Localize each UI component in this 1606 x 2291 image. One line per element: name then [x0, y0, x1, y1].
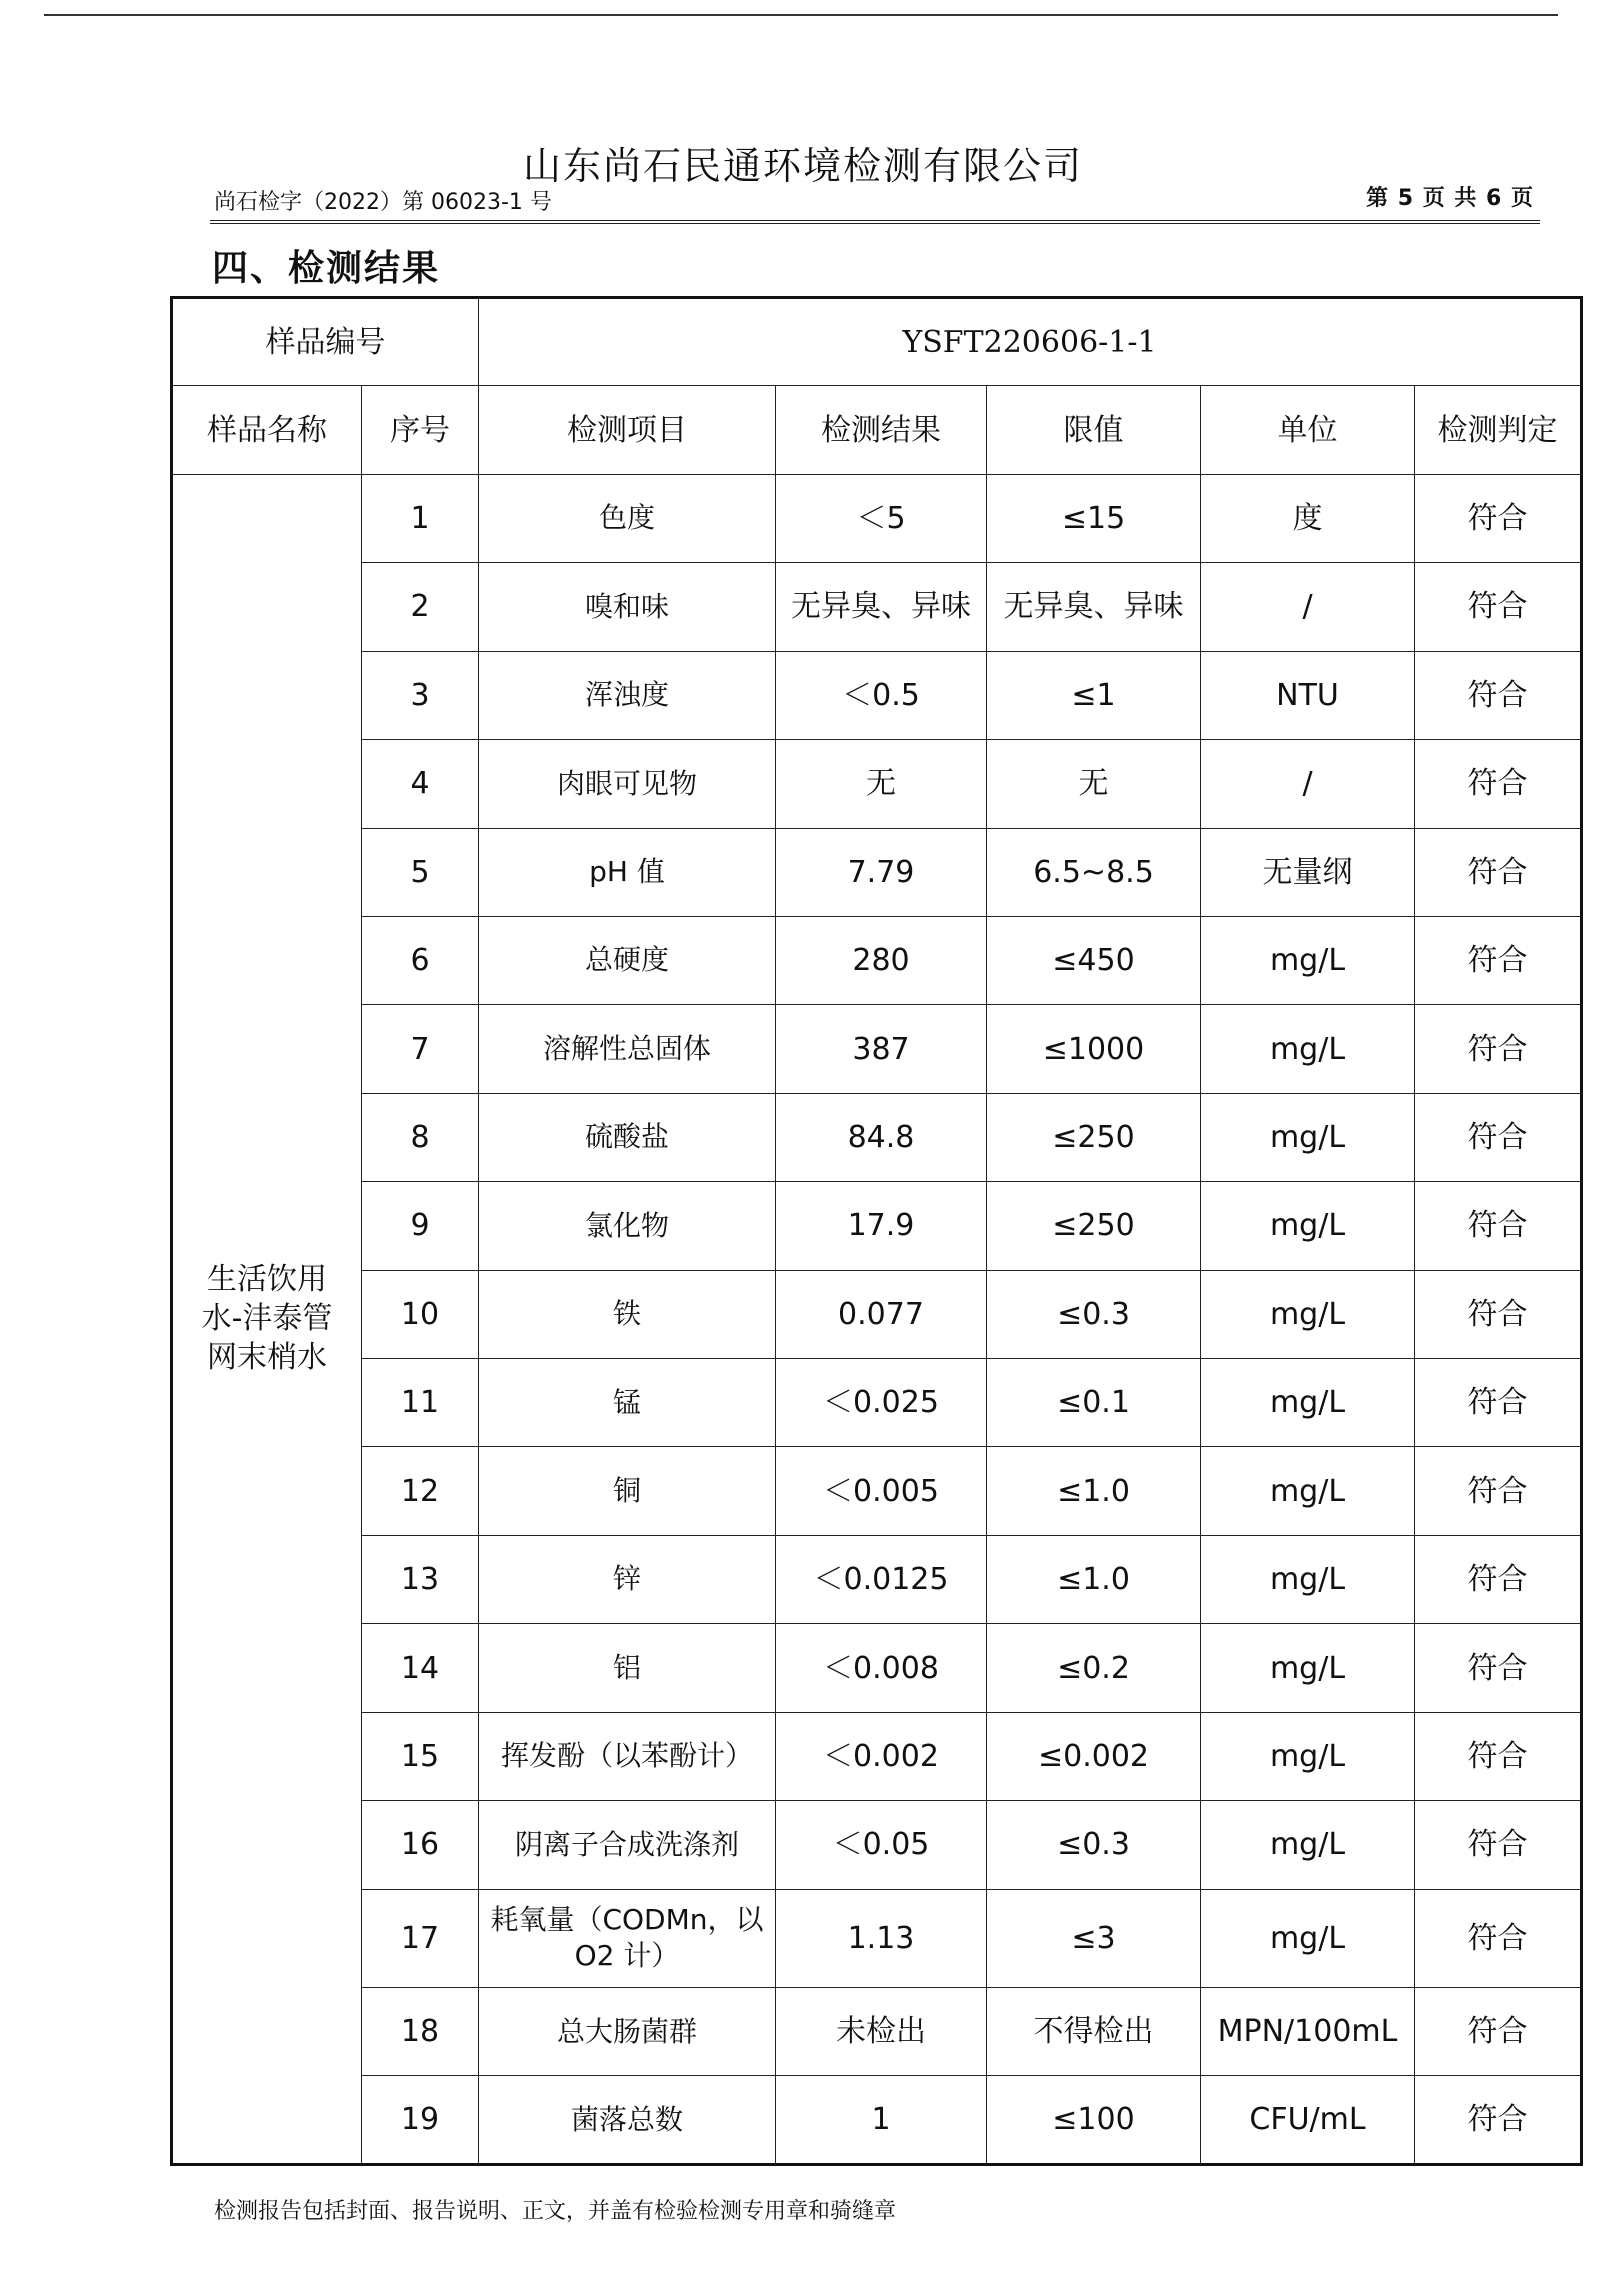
top-rule: [44, 14, 1558, 16]
judgement: 符合: [1415, 651, 1582, 739]
unit: mg/L: [1201, 1447, 1415, 1535]
judgement: 符合: [1415, 1988, 1582, 2076]
judgement: 符合: [1415, 1535, 1582, 1623]
row-number: 4: [362, 740, 479, 828]
table-row: [172, 740, 1582, 828]
limit-value: ≤1000: [987, 1005, 1201, 1093]
test-item: 氯化物: [479, 1182, 776, 1270]
test-item: 色度: [479, 474, 776, 562]
test-item: 浑浊度: [479, 651, 776, 739]
row-number: 6: [362, 916, 479, 1004]
limit-value: ≤3: [987, 1889, 1201, 1987]
test-result: 未检出: [776, 1988, 987, 2076]
table-row: [172, 916, 1582, 1004]
row-number: 2: [362, 563, 479, 651]
table-row: [172, 1359, 1582, 1447]
column-header: 检测结果: [776, 386, 987, 474]
unit: mg/L: [1201, 1270, 1415, 1358]
test-result: ＜0.0125: [776, 1535, 987, 1623]
limit-value: ≤0.1: [987, 1359, 1201, 1447]
test-result: ＜0.5: [776, 651, 987, 739]
unit: mg/L: [1201, 1005, 1415, 1093]
judgement: 符合: [1415, 828, 1582, 916]
test-result: ＜0.05: [776, 1801, 987, 1889]
test-result: 1: [776, 2076, 987, 2165]
column-header-row: [172, 386, 1582, 474]
unit: mg/L: [1201, 1889, 1415, 1987]
test-item: 溶解性总固体: [479, 1005, 776, 1093]
sample-name: [172, 474, 362, 2164]
sample-id-value: YSFT220606-1-1: [479, 298, 1582, 386]
test-item: 锰: [479, 1359, 776, 1447]
sample-id-row: [172, 298, 1582, 386]
table-row: [172, 1801, 1582, 1889]
judgement: 符合: [1415, 1093, 1582, 1181]
unit: mg/L: [1201, 1712, 1415, 1800]
row-number: 19: [362, 2076, 479, 2165]
unit: /: [1201, 563, 1415, 651]
test-result: 84.8: [776, 1093, 987, 1181]
test-result: ＜0.025: [776, 1359, 987, 1447]
table-row: [172, 1447, 1582, 1535]
table-row: [172, 474, 1582, 562]
test-result: ＜0.008: [776, 1624, 987, 1712]
test-result: 17.9: [776, 1182, 987, 1270]
row-number: 9: [362, 1182, 479, 1270]
row-number: 7: [362, 1005, 479, 1093]
table-row: [172, 1712, 1582, 1800]
test-item: 挥发酚（以苯酚计）: [479, 1712, 776, 1800]
table-row: [172, 1988, 1582, 2076]
column-header: 序号: [362, 386, 479, 474]
test-item: pH 值: [479, 828, 776, 916]
limit-value: 不得检出: [987, 1988, 1201, 2076]
limit-value: ≤0.2: [987, 1624, 1201, 1712]
table-row: [172, 1889, 1582, 1987]
table-row: [172, 1005, 1582, 1093]
unit: /: [1201, 740, 1415, 828]
judgement: 符合: [1415, 1624, 1582, 1712]
test-item: 耗氧量（CODMn，以 O2 计）: [479, 1889, 776, 1987]
limit-value: ≤1: [987, 651, 1201, 739]
table-row: [172, 1535, 1582, 1623]
test-result: ＜0.005: [776, 1447, 987, 1535]
unit: mg/L: [1201, 1182, 1415, 1270]
test-item: 肉眼可见物: [479, 740, 776, 828]
test-item: 菌落总数: [479, 2076, 776, 2165]
limit-value: ≤1.0: [987, 1535, 1201, 1623]
column-header: 检测判定: [1415, 386, 1582, 474]
test-item: 嗅和味: [479, 563, 776, 651]
table-row: [172, 1270, 1582, 1358]
unit: 度: [1201, 474, 1415, 562]
unit: 无量纲: [1201, 828, 1415, 916]
table-row: [172, 2076, 1582, 2165]
limit-value: ≤15: [987, 474, 1201, 562]
unit: MPN/100mL: [1201, 1988, 1415, 2076]
row-number: 13: [362, 1535, 479, 1623]
page-info: 第 5 页 共 6 页: [1366, 186, 1534, 211]
row-number: 17: [362, 1889, 479, 1987]
unit: mg/L: [1201, 916, 1415, 1004]
limit-value: ≤0.3: [987, 1801, 1201, 1889]
results-table-body: [172, 298, 1582, 2165]
test-result: 280: [776, 916, 987, 1004]
column-header: 样品名称: [172, 386, 362, 474]
footer-note: 检测报告包括封面、报告说明、正文，并盖有检验检测专用章和骑缝章: [214, 2199, 897, 2224]
sample-id-label: 样品编号: [172, 298, 479, 386]
limit-value: ≤450: [987, 916, 1201, 1004]
judgement: 符合: [1415, 1270, 1582, 1358]
limit-value: ≤250: [987, 1182, 1201, 1270]
limit-value: 无异臭、异味: [987, 563, 1201, 651]
test-item: 硫酸盐: [479, 1093, 776, 1181]
limit-value: ≤1.0: [987, 1447, 1201, 1535]
table-row: [172, 828, 1582, 916]
unit: CFU/mL: [1201, 2076, 1415, 2165]
limit-value: ≤0.002: [987, 1712, 1201, 1800]
row-number: 1: [362, 474, 479, 562]
table-row: [172, 563, 1582, 651]
unit: mg/L: [1201, 1093, 1415, 1181]
test-item: 铝: [479, 1624, 776, 1712]
row-number: 5: [362, 828, 479, 916]
judgement: 符合: [1415, 916, 1582, 1004]
row-number: 16: [362, 1801, 479, 1889]
table-row: [172, 1182, 1582, 1270]
report-meta-row: [210, 180, 1540, 224]
test-item: 总大肠菌群: [479, 1988, 776, 2076]
section-title: 四、检测结果: [212, 248, 441, 289]
sample-name-line: 网末梢水: [207, 1340, 327, 1376]
column-header: 限值: [987, 386, 1201, 474]
row-number: 10: [362, 1270, 479, 1358]
test-result: 7.79: [776, 828, 987, 916]
limit-value: ≤250: [987, 1093, 1201, 1181]
row-number: 14: [362, 1624, 479, 1712]
test-result: ＜0.002: [776, 1712, 987, 1800]
row-number: 8: [362, 1093, 479, 1181]
test-item: 阴离子合成洗涤剂: [479, 1801, 776, 1889]
sample-name-line: 水-沣泰管: [201, 1301, 333, 1337]
column-header: 单位: [1201, 386, 1415, 474]
test-item: 铁: [479, 1270, 776, 1358]
limit-value: ≤100: [987, 2076, 1201, 2165]
test-result: ＜5: [776, 474, 987, 562]
unit: mg/L: [1201, 1801, 1415, 1889]
report-number: 尚石检字（2022）第 06023-1 号: [214, 190, 552, 215]
unit: mg/L: [1201, 1624, 1415, 1712]
table-row: [172, 1093, 1582, 1181]
row-number: 15: [362, 1712, 479, 1800]
judgement: 符合: [1415, 474, 1582, 562]
company-name: 山东尚石民通环境检测有限公司: [522, 144, 1083, 188]
unit: NTU: [1201, 651, 1415, 739]
test-item: 铜: [479, 1447, 776, 1535]
judgement: 符合: [1415, 1182, 1582, 1270]
limit-value: ≤0.3: [987, 1270, 1201, 1358]
judgement: 符合: [1415, 1712, 1582, 1800]
test-item: 总硬度: [479, 916, 776, 1004]
row-number: 12: [362, 1447, 479, 1535]
judgement: 符合: [1415, 1447, 1582, 1535]
judgement: 符合: [1415, 563, 1582, 651]
unit: mg/L: [1201, 1535, 1415, 1623]
test-result: 0.077: [776, 1270, 987, 1358]
unit: mg/L: [1201, 1359, 1415, 1447]
column-header: 检测项目: [479, 386, 776, 474]
judgement: 符合: [1415, 1889, 1582, 1987]
row-number: 3: [362, 651, 479, 739]
row-number: 11: [362, 1359, 479, 1447]
limit-value: 6.5~8.5: [987, 828, 1201, 916]
test-result: 387: [776, 1005, 987, 1093]
judgement: 符合: [1415, 1801, 1582, 1889]
test-result: 无异臭、异味: [776, 563, 987, 651]
judgement: 符合: [1415, 740, 1582, 828]
table-row: [172, 1624, 1582, 1712]
judgement: 符合: [1415, 1005, 1582, 1093]
limit-value: 无: [987, 740, 1201, 828]
test-result: 无: [776, 740, 987, 828]
results-table: [170, 296, 1583, 2166]
table-row: [172, 651, 1582, 739]
test-result: 1.13: [776, 1889, 987, 1987]
row-number: 18: [362, 1988, 479, 2076]
sample-name-line: 生活饮用: [207, 1262, 327, 1298]
judgement: 符合: [1415, 2076, 1582, 2165]
test-item: 锌: [479, 1535, 776, 1623]
judgement: 符合: [1415, 1359, 1582, 1447]
